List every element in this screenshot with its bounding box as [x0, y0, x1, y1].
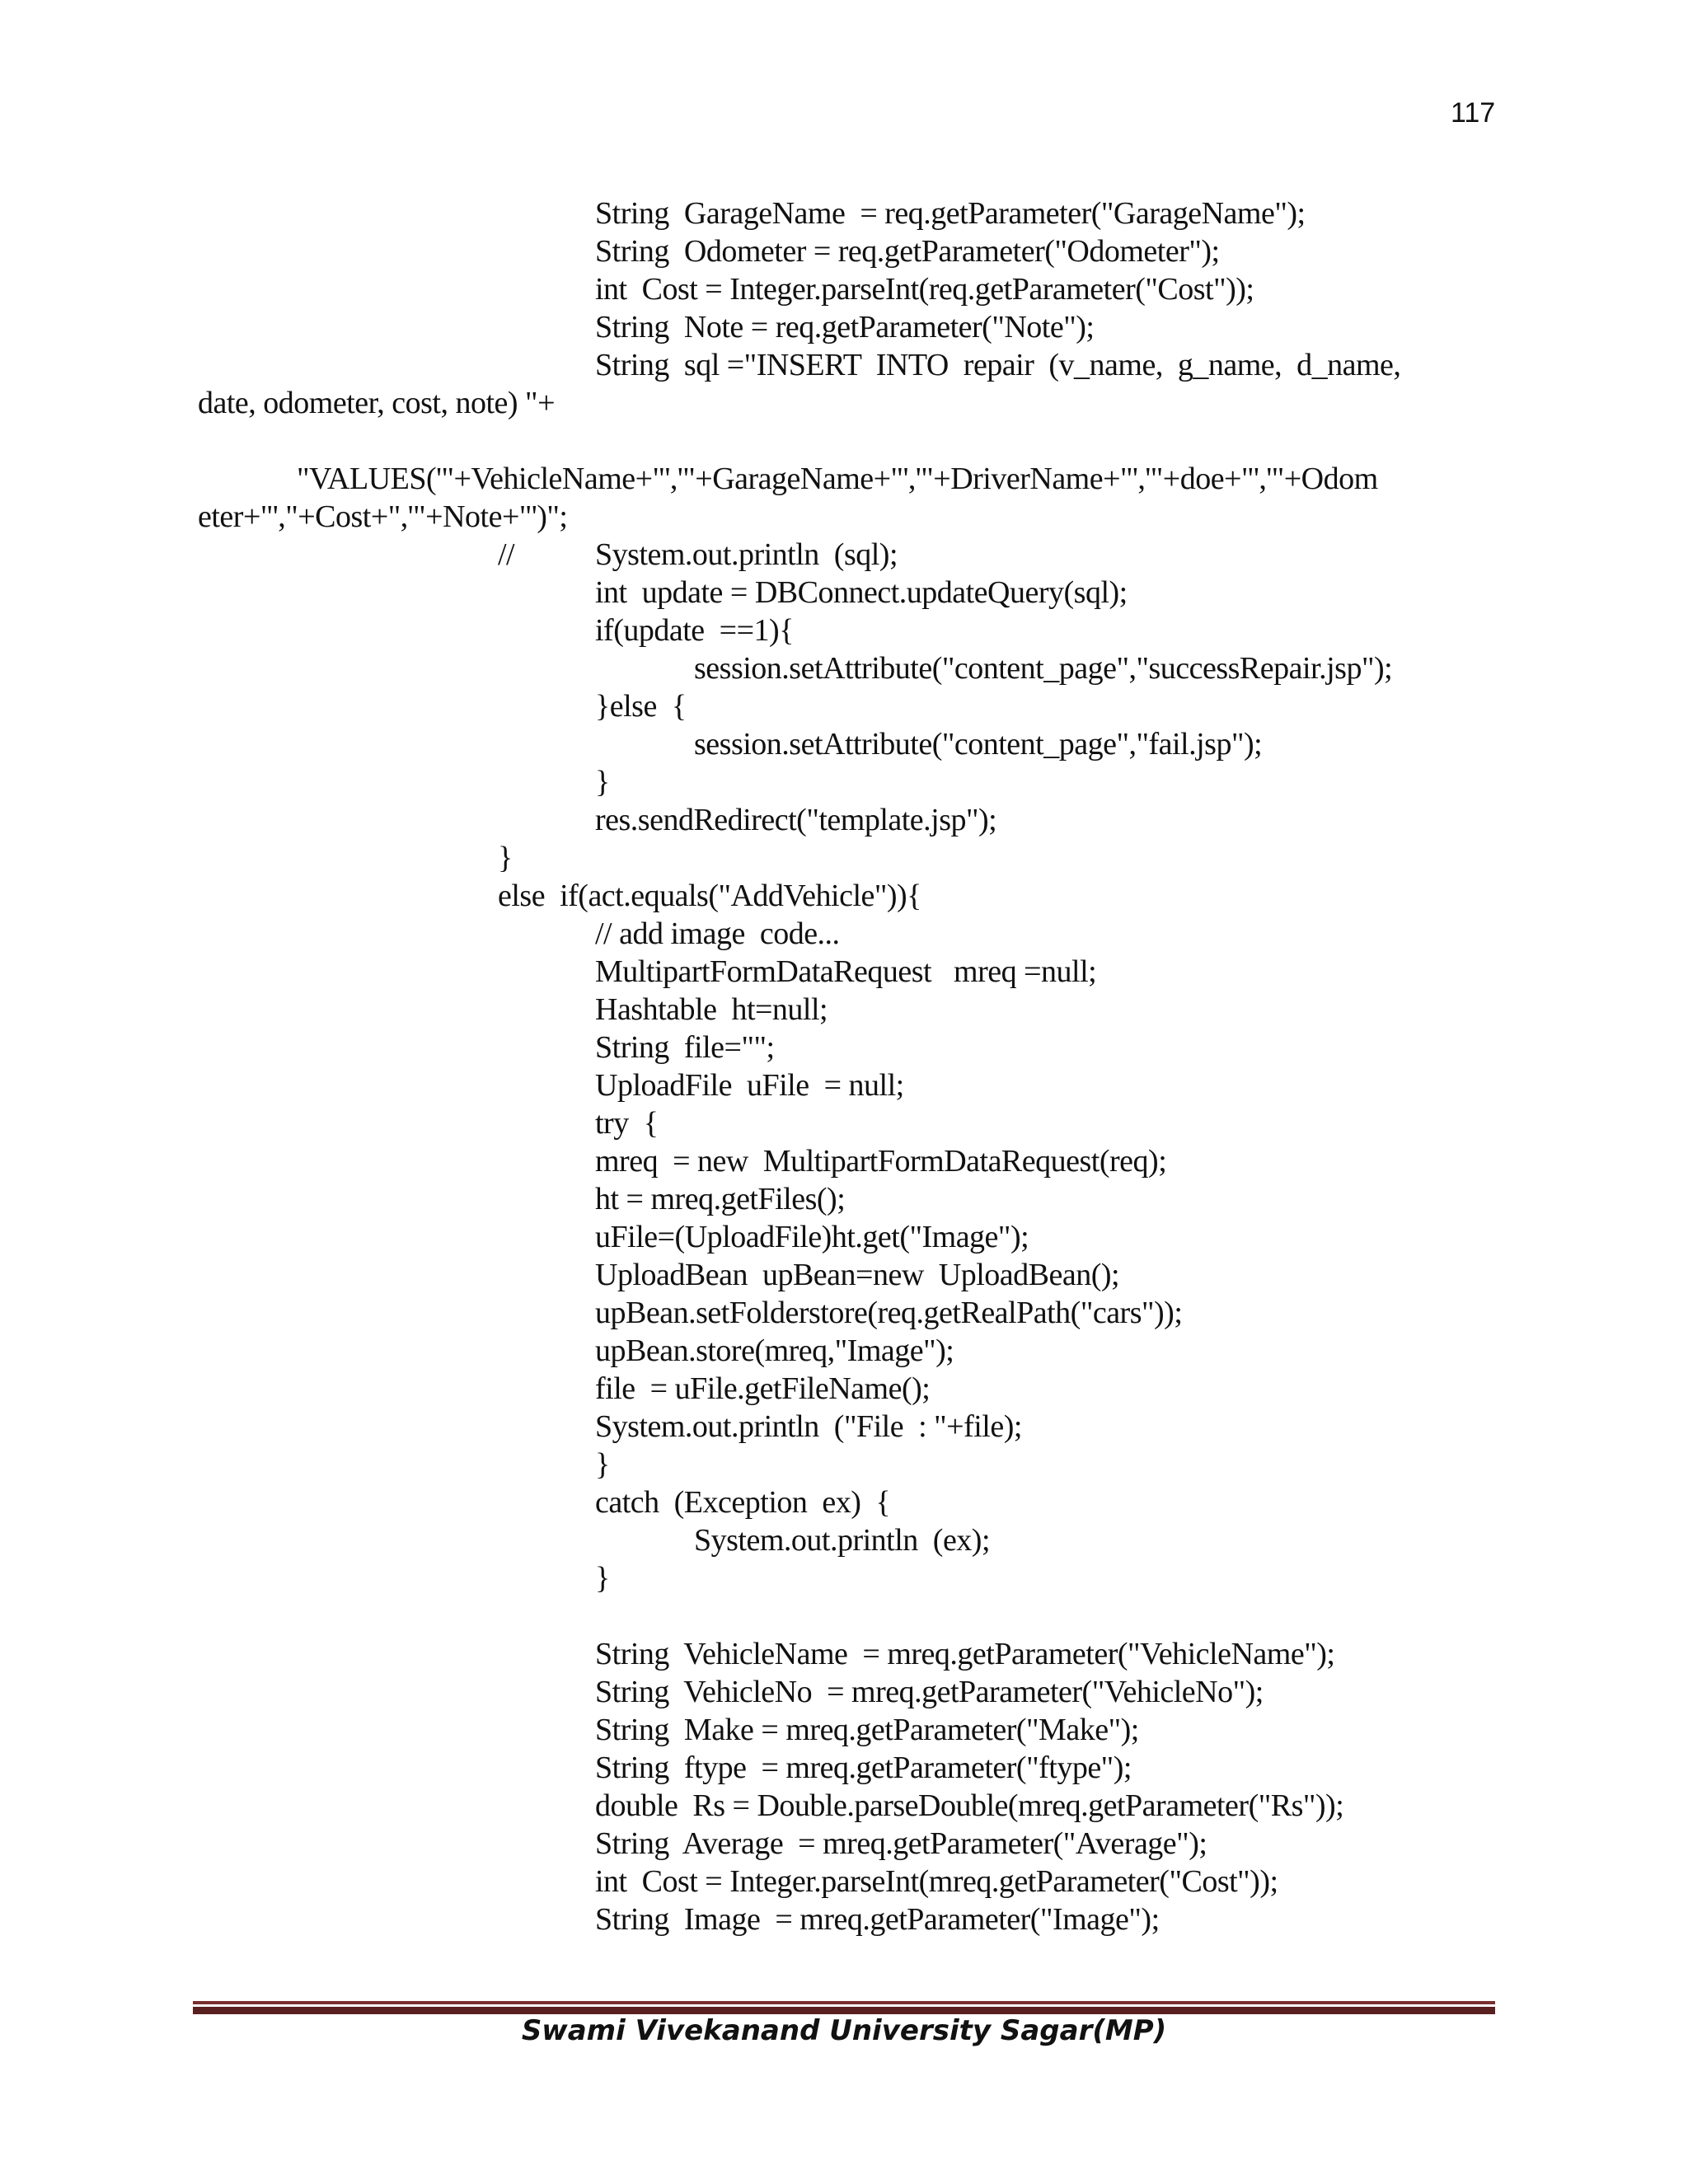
code-line: session.setAttribute("content_page","fail.jsp");	[694, 727, 1263, 762]
code-line: file = uFile.getFileName();	[595, 1371, 931, 1406]
code-line: String VehicleName = mreq.getParameter("VehicleName");	[595, 1637, 1335, 1671]
code-line: String VehicleNo = mreq.getParameter("VehicleNo");	[595, 1675, 1264, 1709]
footer-divider-thick	[193, 2007, 1495, 2014]
footer-university-name: Swami Vivekanand University Sagar(MP)	[521, 2014, 1167, 2047]
code-line: }else {	[595, 689, 687, 724]
code-line: }	[595, 1447, 610, 1482]
code-line: "VALUES('"+VehicleName+"','"+GarageName+"','"+DriverName+"','"+doe+"','"+Odom	[297, 462, 1378, 496]
code-line: upBean.setFolderstore(req.getRealPath("cars"));	[595, 1296, 1183, 1330]
code-line: String ftype = mreq.getParameter("ftype");	[595, 1750, 1132, 1785]
code-line: mreq = new MultipartFormDataRequest(req);	[595, 1144, 1167, 1179]
code-line: String Image = mreq.getParameter("Image");	[595, 1902, 1160, 1937]
code-line: double Rs = Double.parseDouble(mreq.getParameter("Rs"));	[595, 1788, 1344, 1823]
code-line: System.out.println (ex);	[694, 1523, 991, 1558]
code-line: if(update ==1){	[595, 613, 794, 648]
code-line: // add image code...	[595, 916, 840, 951]
code-line: String Odometer = req.getParameter("Odometer");	[595, 234, 1220, 269]
code-line: else if(act.equals("AddVehicle")){	[498, 879, 921, 913]
code-line: try {	[595, 1106, 659, 1141]
code-line: String Note = req.getParameter("Note");	[595, 310, 1095, 344]
code-line: System.out.println (sql);	[595, 537, 898, 572]
code-line: int Cost = Integer.parseInt(req.getParameter("Cost"));	[595, 272, 1254, 307]
code-line: MultipartFormDataRequest mreq =null;	[595, 954, 1097, 989]
code-line: }	[498, 841, 513, 875]
code-line: String sql ="INSERT INTO repair (v_name, g_name, d_name,	[595, 348, 1401, 382]
code-line: eter+"',"+Cost+",'"+Note+"')";	[198, 499, 568, 534]
code-line: date, odometer, cost, note) "+	[198, 386, 556, 420]
code-line: String GarageName = req.getParameter("GarageName");	[595, 196, 1306, 231]
code-line: res.sendRedirect("template.jsp");	[595, 803, 997, 837]
code-line: uFile=(UploadFile)ht.get("Image");	[595, 1220, 1029, 1254]
code-line: UploadBean upBean=new UploadBean();	[595, 1258, 1120, 1292]
code-line: String file="";	[595, 1030, 775, 1065]
footer-divider-thin	[193, 2001, 1495, 2004]
code-line: String Average = mreq.getParameter("Average");	[595, 1826, 1207, 1861]
code-line: int Cost = Integer.parseInt(mreq.getParameter("Cost"));	[595, 1864, 1278, 1899]
page-number: 117	[1451, 97, 1496, 129]
code-line: }	[595, 1561, 610, 1596]
code-line: catch (Exception ex) {	[595, 1485, 891, 1520]
code-comment-marker: //	[498, 537, 515, 572]
code-line: upBean.store(mreq,"Image");	[595, 1333, 954, 1368]
code-line: System.out.println ("File : "+file);	[595, 1409, 1022, 1444]
code-line: Hashtable ht=null;	[595, 992, 828, 1027]
code-line: ht = mreq.getFiles();	[595, 1182, 846, 1216]
code-line: int update = DBConnect.updateQuery(sql);	[595, 575, 1128, 610]
code-line: }	[595, 765, 610, 799]
code-line: UploadFile uFile = null;	[595, 1068, 904, 1103]
code-line: String Make = mreq.getParameter("Make");	[595, 1713, 1139, 1747]
code-line: session.setAttribute("content_page","successRepair.jsp");	[694, 651, 1393, 686]
